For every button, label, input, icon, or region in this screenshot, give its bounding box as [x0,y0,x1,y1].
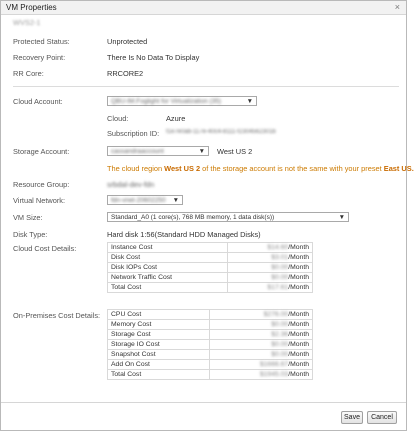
cost-unit: /Month [288,311,309,318]
chevron-down-icon: ▼ [172,197,179,204]
cost-name: Snapshot Cost [108,350,210,360]
region-warning [107,164,414,173]
cost-amount-cell [227,243,312,253]
cost-amount: $0.00 [271,264,289,271]
vm-name: WVS2-1 [13,18,41,27]
cloud-account-select[interactable] [107,96,257,106]
chevron-down-icon: ▼ [246,98,253,105]
cost-amount-cell [210,350,313,360]
cloud-value: Azure [166,114,186,123]
virtual-network-select[interactable] [107,195,183,205]
cost-amount-cell [227,273,312,283]
cost-row [108,243,313,253]
disk-type-label: Disk Type: [13,230,48,239]
cost-row [108,320,313,330]
rr-core-label: RR Core: [13,69,44,78]
cost-amount: $0.00 [271,274,289,281]
onprem-cost-table [107,309,313,380]
cost-amount-cell [210,340,313,350]
close-icon[interactable]: × [394,2,400,12]
cloud-cost-table [107,242,313,293]
warning-text-pre: The cloud region [107,164,165,173]
cost-amount: $3.01 [271,254,289,261]
cost-row [108,370,313,380]
cost-amount: $276.00 [263,311,289,318]
cost-unit: /Month [288,274,309,281]
cost-amount: $0.00 [271,341,289,348]
cancel-button[interactable]: Cancel [367,411,397,424]
cost-amount-cell [210,370,313,380]
cost-name: Network Traffic Cost [108,273,228,283]
subscription-id-label: Subscription ID: [107,129,160,138]
cost-amount-cell [210,330,313,340]
cost-unit: /Month [288,254,309,261]
dialog-content [1,16,414,401]
cost-unit: /Month [288,351,309,358]
recovery-point-label: Recovery Point: [13,53,66,62]
resource-group-value: srbdal-dev-fdn [107,180,155,189]
vm-size-select[interactable] [107,212,349,222]
cost-unit: /Month [288,284,309,291]
cost-amount-cell [227,263,312,273]
cost-row [108,360,313,370]
resource-group-label: Resource Group: [13,180,70,189]
vm-size-label: VM Size: [13,213,43,222]
cost-amount-cell [227,283,312,293]
cost-unit: /Month [288,321,309,328]
protected-status-value: Unprotected [107,37,148,46]
storage-account-selected: cassandraaccount [111,148,164,155]
cloud-account-label: Cloud Account: [13,97,63,106]
cost-row [108,310,313,320]
warning-preset: East US. [383,164,414,173]
cost-row [108,263,313,273]
cost-row [108,273,313,283]
subscription-id-value: f1e7e0ab-117e-40c4-8111-f2304562301b [166,129,276,135]
cost-amount: $2.36 [271,331,289,338]
cost-row [108,253,313,263]
warning-region: West US 2 [164,164,201,173]
cost-row [108,283,313,293]
cost-name: Disk IOPs Cost [108,263,228,273]
cost-amount: $1666.67 [259,361,289,368]
cost-row [108,350,313,360]
cost-unit: /Month [288,361,309,368]
title-bar [1,1,406,15]
vm-size-selected: Standard_A0 (1 core(s), 768 MB memory, 1 data disk(s)) [111,214,275,221]
chevron-down-icon: ▼ [198,148,205,155]
cost-name: Total Cost [108,283,228,293]
cloud-label: Cloud: [107,114,129,123]
onprem-cost-label: On-Premises Cost Details: [13,311,101,320]
cost-name: Instance Cost [108,243,228,253]
cost-amount-cell [210,310,313,320]
dialog-footer [1,402,406,430]
cost-amount: $0.00 [271,321,289,328]
chevron-down-icon: ▼ [338,214,345,221]
section-divider [13,86,399,87]
save-button[interactable]: Save [341,411,363,424]
cost-amount: $1945.03 [259,371,289,378]
cost-name: Total Cost [108,370,210,380]
cost-amount: $14.60 [267,244,289,251]
cost-name: Add On Cost [108,360,210,370]
cost-amount: $17.61 [267,284,289,291]
storage-account-label: Storage Account: [13,147,70,156]
protected-status-label: Protected Status: [13,37,70,46]
storage-account-select[interactable] [107,146,209,156]
warning-text-mid: of the storage account is not the same with your preset [200,164,384,173]
cost-row [108,330,313,340]
rr-core-value: RRCORE2 [107,69,144,78]
cost-name: Disk Cost [108,253,228,263]
cost-unit: /Month [288,264,309,271]
cost-amount-cell [210,320,313,330]
cloud-cost-label: Cloud Cost Details: [13,244,77,253]
cost-row [108,340,313,350]
virtual-network-selected: fdn-vnet-20602250 [111,197,166,204]
cloud-account-selected: QBU-IM.Foglight for Virtualization (35) [111,98,222,105]
virtual-network-label: Virtual Network: [13,196,66,205]
dialog-title: VM Properties [6,3,57,12]
cost-unit: /Month [288,244,309,251]
cost-amount-cell [210,360,313,370]
cost-name: Storage Cost [108,330,210,340]
recovery-point-value: There Is No Data To Display [107,53,200,62]
cost-unit: /Month [288,371,309,378]
cost-unit: /Month [288,331,309,338]
disk-type-value: Hard disk 1:56(Standard HDD Managed Disks) [107,230,261,239]
cost-unit: /Month [288,341,309,348]
cost-name: CPU Cost [108,310,210,320]
cost-name: Storage IO Cost [108,340,210,350]
cost-amount: $0.00 [271,351,289,358]
cost-name: Memory Cost [108,320,210,330]
storage-region: West US 2 [217,147,253,156]
cost-amount-cell [227,253,312,263]
